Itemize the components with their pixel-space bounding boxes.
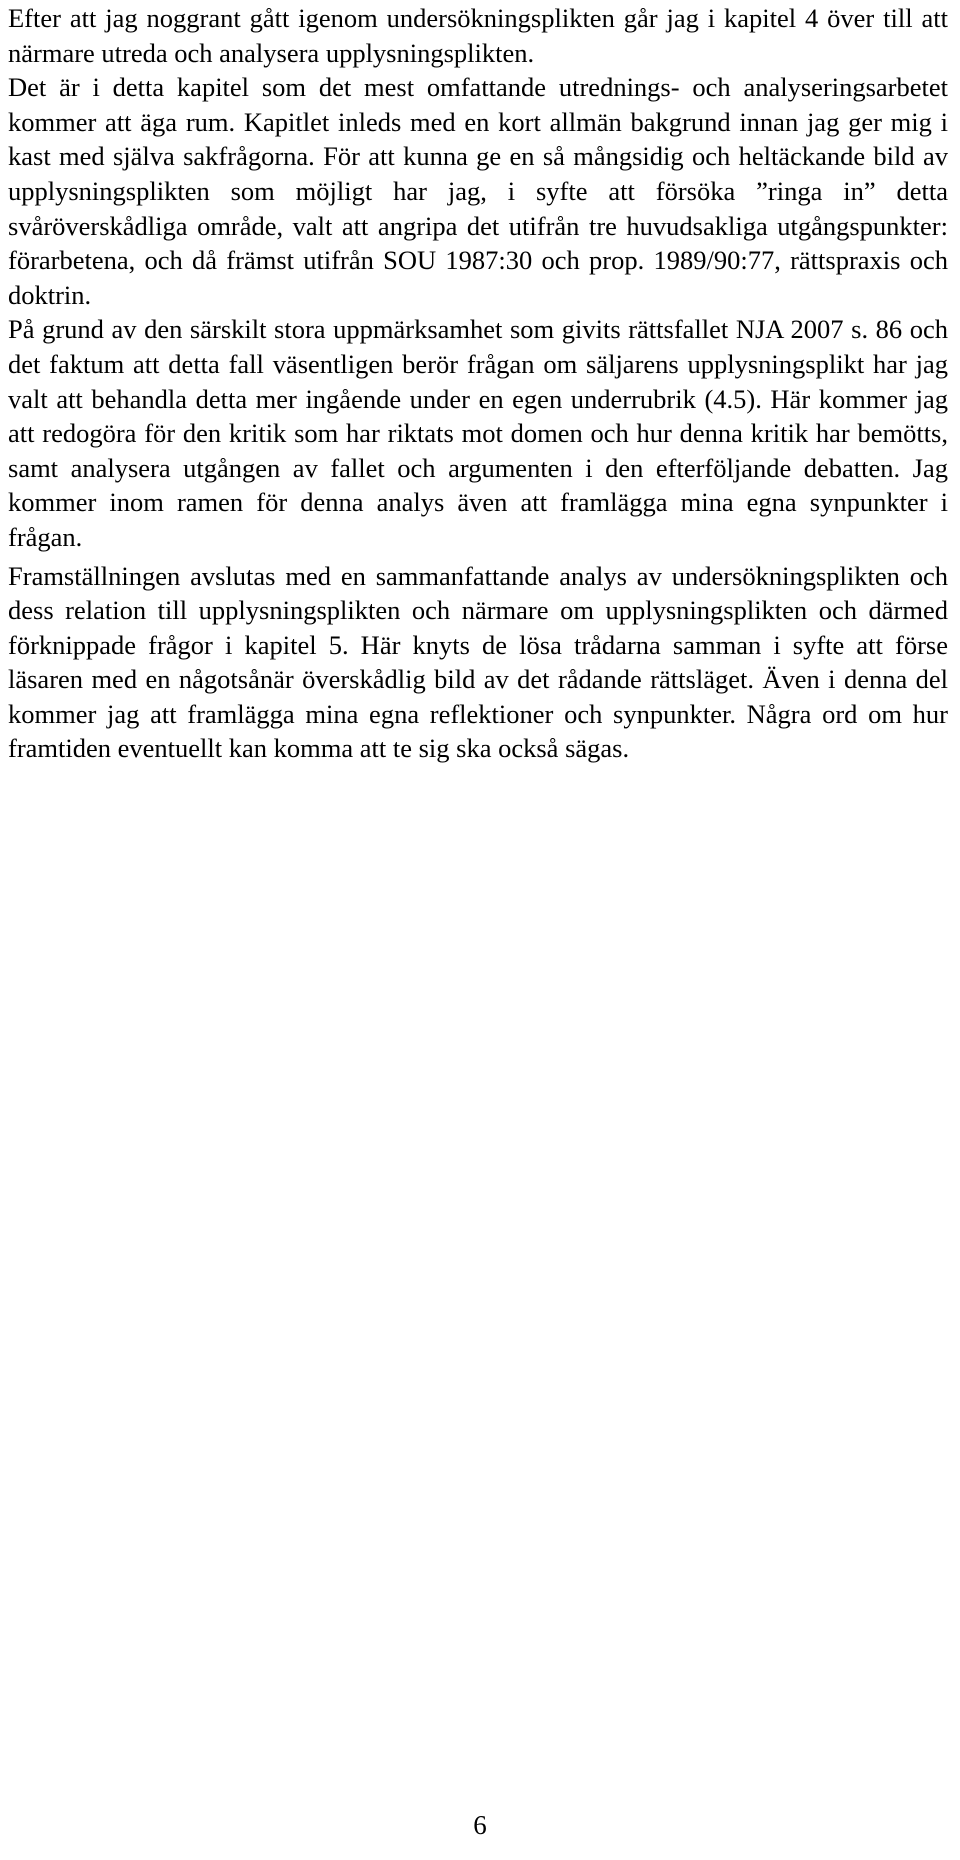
- document-page: [8, 0, 948, 766]
- page-number: 6: [473, 1810, 487, 1840]
- paragraph-chapter-5-summary: Framställningen avslutas med en sammanfattande analys av undersökningsplikten och dess relation till upplysningsplikten och närmare om upplysningsplikten och därmed förknippade frågor i kapitel 5. Här knyts de lösa trådarna samman i syfte att förse läsaren med en någotsånär överskådlig bild av det rådande rättsläget. Även i denna del kommer jag att framlägga mina egna reflektioner och synpunkter. Några ord om hur framtiden eventuellt kan komma att te sig ska också sägas.: [8, 560, 948, 764]
- paragraph-chapter-4-intro: Efter att jag noggrant gått igenom undersökningsplikten går jag i kapitel 4 över till att närmare utreda och analysera upplysningsplikten.: [8, 3, 948, 68]
- paragraph-chapter-4-method: Det är i detta kapitel som det mest omfattande utrednings- och analyseringsarbetet kommer att äga rum. Kapitlet inleds med en kort allmän bakgrund innan jag ger mig i kast med själva sakfrågorna. För att kunna ge en så mångsidig och heltäckande bild av upplysningsplikten som möjligt har jag, i syfte att försöka ”ringa in” detta svåröverskådliga område, valt att angripa det utifrån tre huvudsakliga utgångspunkter: förarbetena, och då främst utifrån SOU 1987:30 och prop. 1989/90:77, rättspraxis och doktrin.: [8, 72, 948, 310]
- paragraph-nja-2007-case: På grund av den särskilt stora uppmärksamhet som givits rättsfallet NJA 2007 s. 86 och det faktum att detta fall väsentligen berör frågan om säljarens upplysningsplikt har jag valt att behandla detta mer ingående under en egen underrubrik (4.5). Här kommer jag att redogöra för den kritik som har riktats mot domen och hur denna kritik har bemötts, samt analysera utgången av fallet och argumenten i den efterföljande debatten. Jag kommer inom ramen för denna analys även att framlägga mina egna synpunkter i frågan.: [8, 314, 948, 552]
